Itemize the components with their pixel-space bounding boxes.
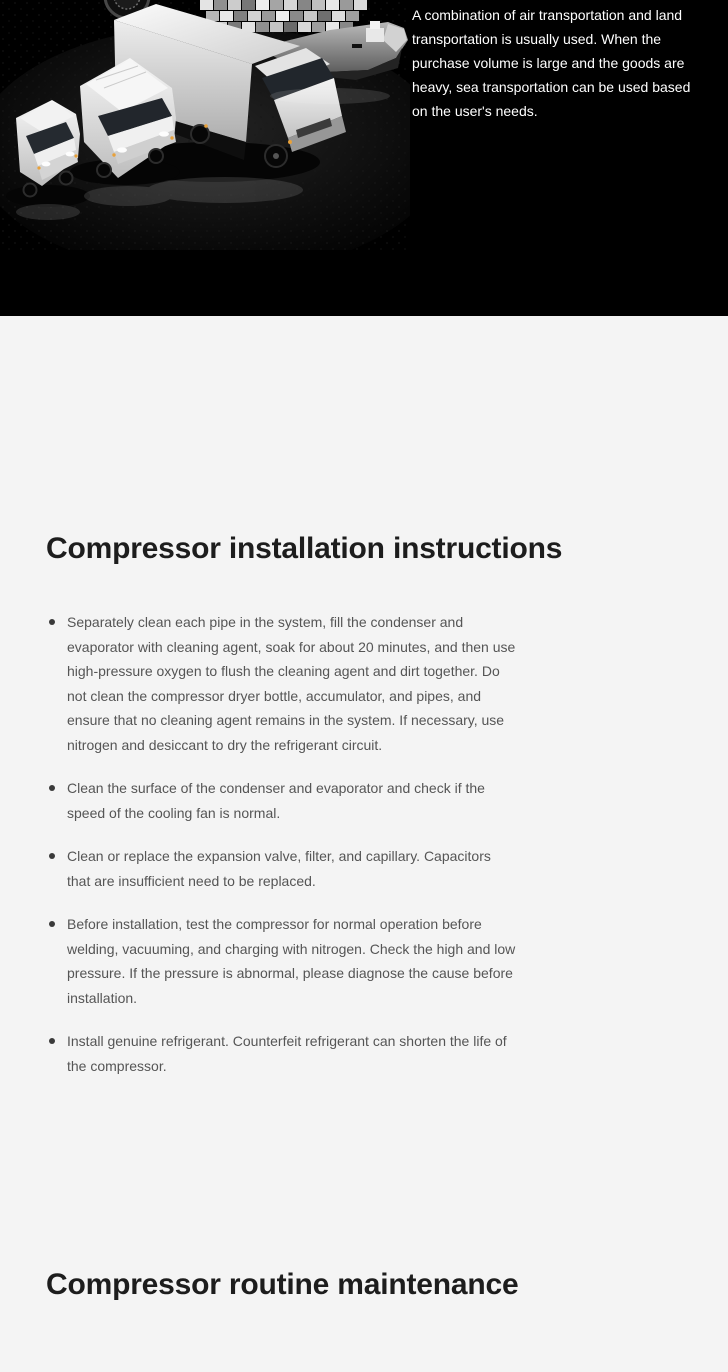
list-item [46, 912, 517, 1010]
small-van-wheel [60, 172, 73, 185]
bullet-text: Before installation, test the compressor for normal operation before welding, vacuuming, and charging with nitrogen. Check the high and low pressure. If the pressure is abnormal, please diagnose the cause before installation. [67, 916, 516, 1006]
truck-corner-light [288, 140, 292, 144]
installation-bullet-list [46, 610, 728, 1078]
bullet-text: Clean or replace the expansion valve, filter, and capillary. Capacitors that are insufficient need to be replaced. [67, 848, 491, 889]
van-turn-light [170, 136, 173, 139]
bullet-text: Clean the surface of the condenser and evaporator and check if the speed of the cooling fan is normal. [67, 780, 485, 821]
truck-marker-light [204, 124, 208, 128]
list-item [46, 610, 517, 757]
maintenance-section-title: Compressor routine maintenance [46, 1268, 519, 1301]
hero-description: A combination of air transportation and land transportation is usually used. When the purchase volume is large and the goods are heavy, sea transportation can be used based on the user's needs. [412, 7, 691, 119]
cargo-vehicles-illustration [0, 0, 410, 250]
van-headlight [159, 131, 169, 136]
installation-section-title: Compressor installation instructions [46, 532, 563, 565]
list-item [46, 844, 517, 893]
ship-bridge [366, 28, 384, 42]
bullet-dot-icon [49, 619, 55, 625]
bullet-text: Install genuine refrigerant. Counterfeit refrigerant can shorten the life of the compressor. [67, 1033, 507, 1074]
small-van-wheel [24, 184, 37, 197]
ship-hull-marking [352, 44, 362, 48]
bullet-text: Separately clean each pipe in the system, fill the condenser and evaporator with cleaning agent, soak for about 20 minutes, and then use high-pressure oxygen to flush the cleaning agent and dirt together. Do not clean the compressor dryer bottle, accumulator, and pipes, and ensure that no cleaning agent remains in the system. If necessary, use nitrogen and desiccant to dry the refrigerant circuit. [67, 614, 516, 753]
van-turn-light [112, 153, 115, 156]
list-item [46, 1029, 517, 1078]
van-headlight [117, 147, 127, 152]
small-van-headlight [66, 152, 75, 157]
small-van-turn-light [37, 166, 40, 169]
bullet-dot-icon [49, 853, 55, 859]
bullet-dot-icon [49, 785, 55, 791]
bullet-dot-icon [49, 1038, 55, 1044]
content-section [0, 316, 728, 1300]
van-wheel [149, 149, 163, 163]
van-wheel [97, 163, 111, 177]
bullet-dot-icon [49, 921, 55, 927]
list-item [46, 776, 517, 825]
small-van-headlight [42, 162, 51, 167]
small-van-turn-light [74, 154, 77, 157]
ship-bridge-top [370, 21, 380, 29]
hero-section [0, 0, 728, 316]
